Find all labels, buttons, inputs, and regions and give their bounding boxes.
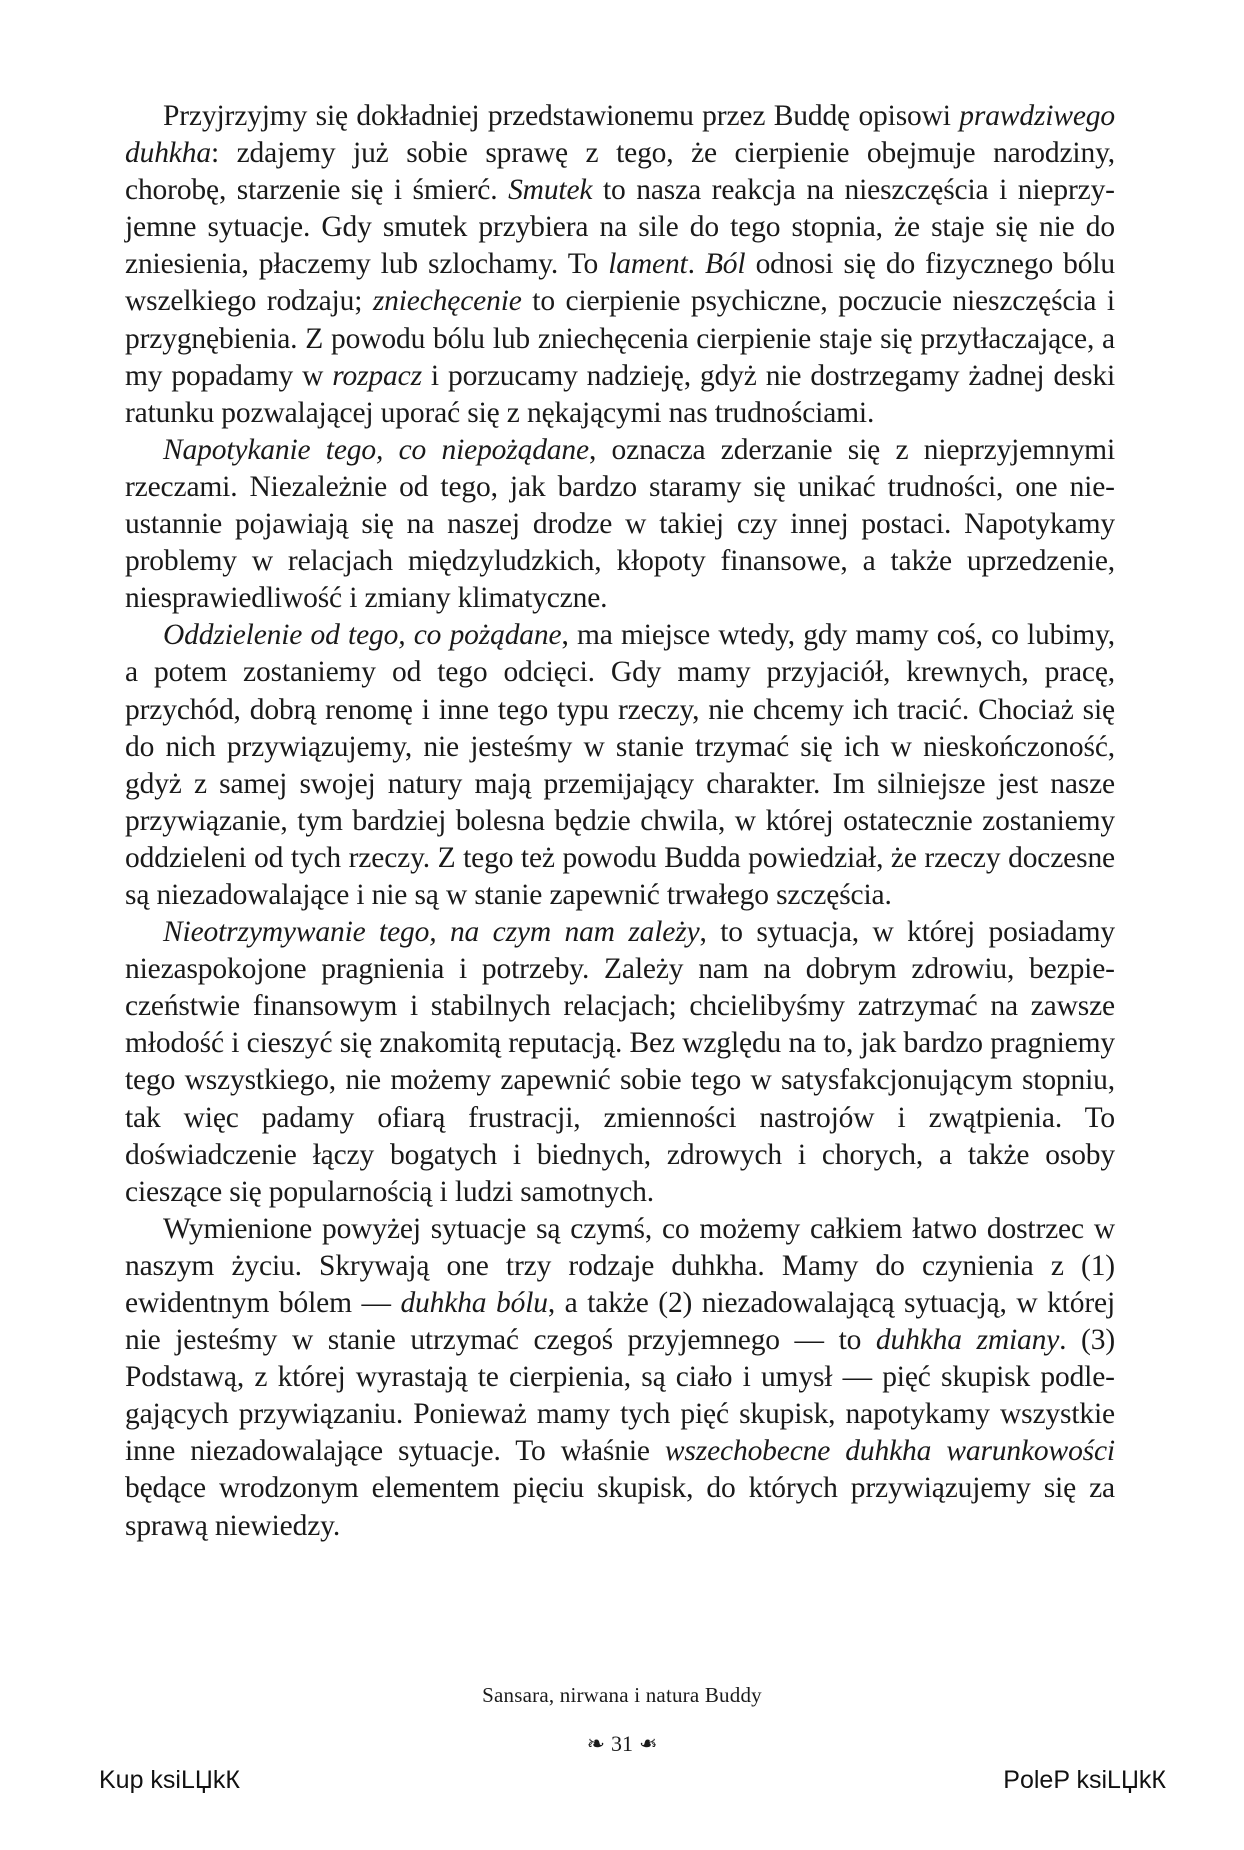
italic-term: Nieotrzymywanie tego, na czym nam zależy [163, 916, 700, 949]
paragraph [125, 617, 1115, 914]
text-run: , to sytuacja, w której posiadamy niezaspokojone pragnienia i potrzeby. Zależy nam na dobrym zdrowiu, bezpieczeństwie finansowym i stabilnych relacjach; chcielibyśmy zatrzymać na zawsze młodość i cieszyć się znakomitą reputacją. Bez względu na to, jak bardzo pragniemy tego wszystkiego, nie możemy zapewnić sobie tego w satysfakcjonującym stopniu, tak więc padamy ofiarą frustracji, zmienności nastrojów i zwątpienia. To doświadczenie łączy bogatych i biednych, zdrowych i chorych, a także osoby cieszące się popularnością i ludzi samotnych. [125, 916, 1115, 1208]
italic-term: zniechęcenie [372, 285, 522, 318]
italic-term: Napotykanie tego, co niepożądane [163, 433, 589, 466]
page-number: 31 [611, 1731, 633, 1756]
text-run: będące wrodzonym elementem pięciu skupisk, do których przywiązujemy się za sprawą niewiedzy. [125, 1472, 1115, 1542]
italic-term: prawdziwego duhkha [125, 100, 1115, 170]
body-text [125, 98, 1115, 1545]
italic-term: Oddzielenie od tego, co pożądane [163, 619, 562, 652]
italic-term: duhkha bólu [400, 1287, 548, 1319]
buy-book-link[interactable]: Kup ksiLЏkК [99, 1766, 240, 1794]
text-run: odnosi się do fizycznego bólu wszelkiego rodzaju; [125, 248, 1115, 318]
text-run: : zdajemy już sobie sprawę z tego, że cierpienie obejmuje narodziny, chorobę, starzenie się i śmierć. [125, 137, 1115, 207]
italic-term: Smutek [508, 174, 593, 207]
paragraph [125, 98, 1115, 432]
text-run: . [687, 248, 705, 281]
fleuron-right-icon: ❧ [639, 1731, 658, 1756]
paragraph [125, 914, 1115, 1211]
italic-term: rozpacz [332, 359, 422, 392]
paragraph [125, 432, 1115, 617]
fleuron-left-icon: ❧ [586, 1731, 605, 1756]
italic-term: duhkha zmiany [875, 1324, 1060, 1357]
text-run: to cierpienie psychiczne, poczucie nieszczęścia i przygnębienia. Z powodu bólu lub zniechęcenia cierpienie staje się przytłaczające, a my popadamy w [125, 285, 1115, 392]
text-run: Przyjrzyjmy się dokładniej przedstawionemu przez Buddę opisowi [163, 100, 960, 132]
text-run: Wymienione powyżej sytuacje są czymś, co możemy całkiem łatwo dostrzec w naszym życiu. Skrywają one trzy rodzaje duhkha. Mamy do czynienia z (1) ewidentnym bólem — [125, 1212, 1115, 1319]
paragraph [125, 1211, 1115, 1545]
recommend-book-link[interactable]: PoleP ksiLЏkК [1003, 1766, 1166, 1794]
italic-term: lament [608, 248, 688, 281]
italic-term: Ból [704, 248, 746, 281]
text-run: , oznacza zderzanie się z nieprzyjemnymi rzeczami. Niezależnie od tego, jak bardzo staramy się unikać trudności, one nieustannie pojawiają się na naszej drodze w takiej czy innej postaci. Napotykamy problemy w relacjach międzyludzkich, kłopoty finansowe, a także uprzedzenie, niesprawiedliwość i zmiany klimatyczne. [125, 433, 1116, 615]
text-run: , ma miejsce wtedy, gdy mamy coś, co lubimy, a potem zostaniemy od tego odcięci. Gdy mamy przyjaciół, krewnych, pracę, przychód, dobrą renomę i inne tego typu rzeczy, nie chcemy ich tracić. Chociaż się do nich przywiązujemy, nie jesteśmy w stanie trzymać się ich w nieskończoność, gdyż z samej swojej natury mają przemijający charakter. Im silniejsze jest nasze przywiązanie, tym bardziej bolesna będzie chwila, w której ostatecznie zostaniemy oddzieleni od tych rzeczy. Z tego też powodu Budda powiedział, że rzeczy doczesne są niezadowalające i nie są w stanie zapewnić trwałego szczęścia. [125, 619, 1116, 911]
text-run: , a także (2) niezadowalającą sytuacją, w której nie jesteśmy w stanie utrzymać czegoś przyjemnego — to [125, 1287, 1115, 1357]
text-run: . (3) Podstawą, z której wyrastają te cierpienia, są ciało i umysł — pięć skupisk podlegających przywiązaniu. Ponieważ mamy tych pięć skupisk, napotykamy wszystkie inne niezadowalające sytuacje. To właśnie [125, 1324, 1116, 1468]
running-footer-title: Sansara, nirwana i natura Buddy [482, 1683, 762, 1707]
page-number-line [0, 1731, 1244, 1757]
text-run: i porzucamy nadzieję, gdyż nie dostrzegamy żadnej deski ratunku pozwalającej uporać się z nękającymi nas trudnościami. [125, 359, 1115, 429]
italic-term: wszechobecne duhkha warunkowości [664, 1435, 1115, 1468]
text-run: to nasza reakcja na nieszczęścia i nieprzyjemne sytuacje. Gdy smutek przybiera na sile do tego stopnia, że staje się nie do zniesienia, płaczemy lub szlochamy. To [125, 174, 1115, 281]
